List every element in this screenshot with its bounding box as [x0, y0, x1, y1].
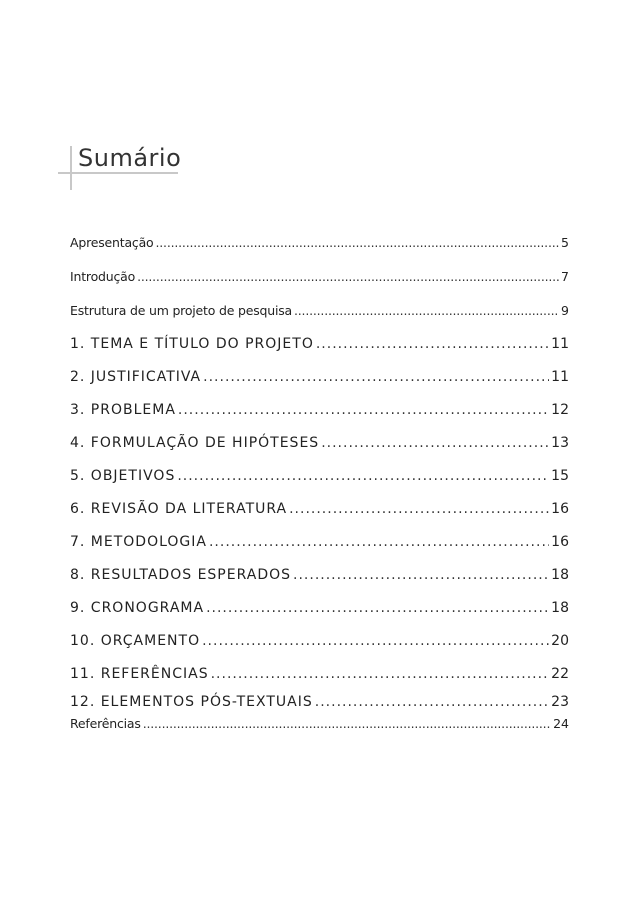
toc-dot-leader — [209, 526, 549, 559]
toc-entry-tema[interactable] — [70, 328, 569, 361]
toc-entry-page: 9 — [561, 303, 569, 318]
toc-entry-orcamento[interactable] — [70, 625, 569, 658]
toc-dot-leader — [206, 592, 549, 625]
toc-entry-page: 15 — [551, 468, 569, 484]
toc-entry-page: 11 — [551, 336, 569, 352]
toc-dot-leader — [211, 658, 550, 691]
toc-entry-label: 1. TEMA E TÍTULO DO PROJETO — [70, 336, 314, 352]
toc-entry-page: 24 — [553, 716, 569, 731]
toc-entry-label: Referências — [70, 716, 141, 731]
toc-entry-label: 12. ELEMENTOS PÓS-TEXTUAIS — [70, 694, 313, 710]
toc-dot-leader — [203, 361, 549, 394]
toc-entry-justificativa[interactable] — [70, 361, 569, 394]
toc-entry-page: 18 — [551, 567, 569, 583]
toc-entry-page: 18 — [551, 600, 569, 616]
toc-entry-referencias-capitulo[interactable] — [70, 658, 569, 691]
toc-dot-leader — [177, 460, 549, 493]
toc-dot-leader — [321, 427, 549, 460]
toc-entry-label: 8. RESULTADOS ESPERADOS — [70, 567, 292, 583]
toc-entry-page: 12 — [551, 402, 569, 418]
toc-entry-label: Apresentação — [70, 235, 154, 250]
toc-entry-introducao[interactable] — [70, 260, 569, 294]
toc-entry-label: 3. PROBLEMA — [70, 402, 176, 418]
toc-entry-label: 4. FORMULAÇÃO DE HIPÓTESES — [70, 435, 320, 451]
toc-dot-leader — [178, 394, 549, 427]
toc-dot-leader — [293, 559, 549, 592]
toc-entry-apresentacao[interactable] — [70, 226, 569, 260]
toc-entry-label: 2. JUSTIFICATIVA — [70, 369, 202, 385]
toc-entry-elementos-pos-textuais[interactable] — [70, 691, 569, 713]
toc-entry-label: Introdução — [70, 269, 136, 284]
toc-entry-problema[interactable] — [70, 394, 569, 427]
title-block — [58, 138, 188, 198]
toc-dot-leader — [315, 691, 549, 713]
toc-entry-hipoteses[interactable] — [70, 427, 569, 460]
toc-entry-page: 5 — [561, 235, 569, 250]
toc-entry-page: 22 — [551, 666, 569, 682]
toc-entry-cronograma[interactable] — [70, 592, 569, 625]
toc-entry-page: 23 — [551, 694, 569, 710]
toc-entry-label: 6. REVISÃO DA LITERATURA — [70, 501, 288, 517]
toc-entry-label: Estrutura de um projeto de pesquisa — [70, 303, 293, 318]
toc-entry-label: 7. METODOLOGIA — [70, 534, 207, 550]
toc-entry-referencias[interactable] — [70, 713, 569, 735]
toc-entry-label: 9. CRONOGRAMA — [70, 600, 205, 616]
toc-dot-leader — [156, 226, 560, 260]
toc-dot-leader — [316, 328, 549, 361]
toc-entry-label: 11. REFERÊNCIAS — [70, 666, 209, 682]
toc-entry-page: 7 — [561, 269, 569, 284]
toc-entry-page: 13 — [551, 435, 569, 451]
toc-dot-leader — [137, 260, 559, 294]
table-of-contents — [70, 226, 569, 735]
toc-entry-page: 16 — [551, 534, 569, 550]
toc-entry-label: 5. OBJETIVOS — [70, 468, 176, 484]
crosshair-vertical-line — [70, 146, 72, 190]
toc-entry-revisao[interactable] — [70, 493, 569, 526]
toc-entry-page: 20 — [551, 633, 569, 649]
toc-entry-label: 10. ORÇAMENTO — [70, 633, 201, 649]
toc-entry-estrutura[interactable] — [70, 294, 569, 328]
toc-entry-page: 11 — [551, 369, 569, 385]
page-title: Sumário — [78, 144, 182, 172]
toc-dot-leader — [294, 294, 559, 328]
toc-entry-page: 16 — [551, 501, 569, 517]
toc-dot-leader — [202, 625, 549, 658]
toc-entry-objetivos[interactable] — [70, 460, 569, 493]
toc-entry-metodologia[interactable] — [70, 526, 569, 559]
toc-entry-resultados[interactable] — [70, 559, 569, 592]
toc-dot-leader — [143, 713, 551, 735]
crosshair-horizontal-line — [58, 172, 178, 174]
toc-dot-leader — [289, 493, 549, 526]
